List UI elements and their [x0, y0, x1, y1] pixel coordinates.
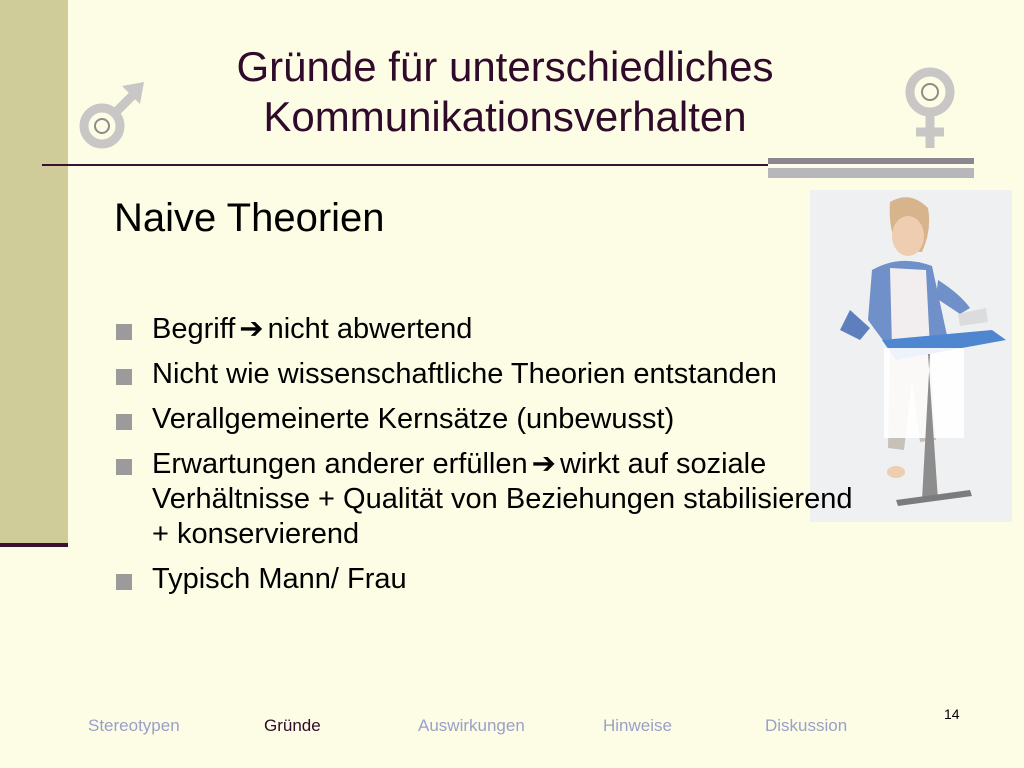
- male-symbol-icon: [76, 78, 150, 152]
- bullet-text: Verallgemeinerte Kernsätze (unbewusst): [152, 403, 675, 435]
- section-heading: Naive Theorien: [114, 196, 385, 240]
- list-item: [116, 562, 856, 597]
- footer-link-stereotypen[interactable]: Stereotypen: [88, 716, 180, 735]
- page-number: 14: [944, 706, 960, 722]
- title-line-2: Kommunikationsverhalten: [263, 93, 747, 140]
- arrow-right-icon: ➔: [531, 448, 556, 480]
- bullet-marker: [116, 459, 132, 475]
- left-decorative-line: [0, 543, 68, 547]
- footer-link-hinweise[interactable]: Hinweise: [603, 716, 672, 735]
- list-item: [116, 357, 856, 392]
- bullet-marker: [116, 324, 132, 340]
- footer-link-auswirkungen[interactable]: Auswirkungen: [418, 716, 525, 735]
- bullet-marker: [116, 369, 132, 385]
- female-symbol-icon: [900, 64, 960, 154]
- footer-link-diskussion[interactable]: Diskussion: [765, 716, 848, 735]
- left-decorative-band: [0, 0, 68, 545]
- footer-link-gruende[interactable]: Gründe: [264, 716, 321, 735]
- bullet-text-continued: nicht abwertend: [267, 313, 473, 345]
- slide-title: [150, 42, 860, 142]
- bullet-text-continued: wirkt auf soziale Verhältnisse + Qualität von Beziehungen stabilisierend + konservierend: [152, 448, 853, 550]
- bullet-text: Nicht wie wissenschaftliche Theorien entstanden: [152, 358, 777, 390]
- bullet-marker: [116, 414, 132, 430]
- list-item: [116, 402, 856, 437]
- title-line-1: Gründe für unterschiedliches: [236, 43, 774, 90]
- title-divider-accent: [768, 158, 974, 178]
- list-item: [116, 447, 856, 552]
- list-item: [116, 312, 856, 347]
- bullet-list: [116, 312, 856, 607]
- arrow-right-icon: ➔: [239, 313, 264, 345]
- bullet-text: Begriff: [152, 313, 236, 345]
- bullet-text: Typisch Mann/ Frau: [152, 563, 407, 595]
- footer-navigation: [0, 716, 1024, 744]
- bullet-marker: [116, 574, 132, 590]
- bullet-text: Erwartungen anderer erfüllen: [152, 448, 528, 480]
